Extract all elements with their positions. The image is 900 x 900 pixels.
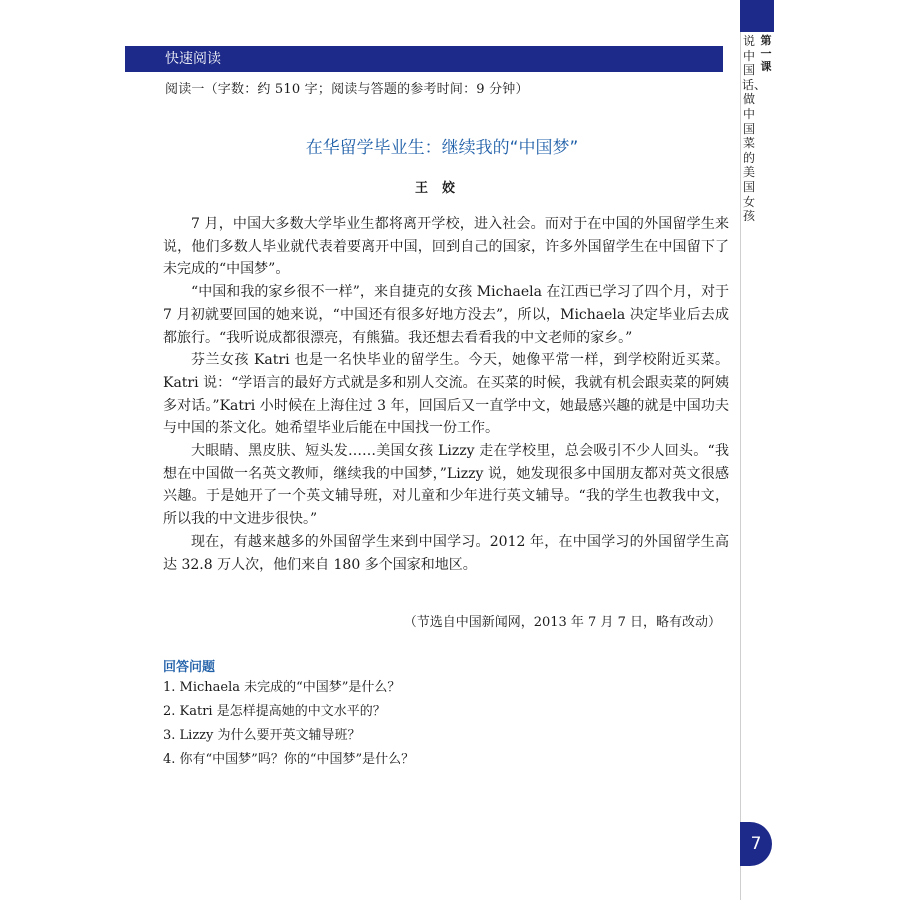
paragraph: 大眼睛、黑皮肤、短头发……美国女孩 Lizzy 走在学校里，总会吸引不少人回头。“我想在中国做一名英文教师，继续我的中国梦，”Lizzy 说，她发现很多中国朋友都对英文很感兴趣。于是她开了一个英文辅导班，对儿童和少年进行英文辅导。“我的学生也教我中文，所以我的中文进步很快。”: [163, 443, 729, 528]
section-header-label: 快速阅读: [165, 51, 221, 67]
article-title: 在华留学毕业生：继续我的“中国梦”: [305, 138, 579, 158]
chapter-tab: [740, 0, 774, 32]
reading-info: 阅读一（字数：约 510 字；阅读与答题的参考时间：9 分钟）: [165, 82, 529, 97]
section-header-bar: [125, 46, 723, 72]
question-item: 4. 你有“中国梦”吗？你的“中国梦”是什么？: [163, 752, 415, 767]
lesson-title-vertical: 说中国话、做中国菜的美国女孩: [742, 34, 767, 224]
article-author: 王姣: [414, 181, 469, 196]
questions-list: [163, 676, 414, 772]
questions-title: 回答问题: [163, 660, 216, 675]
paragraph: 7 月，中国大多数大学毕业生都将离开学校，进入社会。而对于在中国的外国留学生来说，他们多数人毕业就代表着要离开中国，回到自己的国家，许多外国留学生在中国留下了未完成的“中国梦”。: [163, 216, 729, 278]
paragraph: 芬兰女孩 Katri 也是一名快毕业的留学生。今天，她像平常一样，到学校附近买菜。Katri 说：“学语言的最好方式就是多和别人交流。在买菜的时候，我就有机会跟卖菜的阿姨多对话。”Katri 小时候在上海住过 3 年，回国后又一直学中文，她最感兴趣的就是中国功夫与中国的茶文化。她希望毕业后能在中国找一份工作。: [163, 352, 729, 437]
lesson-label: 第一课: [760, 34, 772, 73]
question-item: 2. Katri 是怎样提高她的中文水平的？: [163, 704, 386, 719]
question-item: 3. Lizzy 为什么要开英文辅导班？: [163, 728, 361, 743]
paragraph: 现在，有越来越多的外国留学生来到中国学习。2012 年，在中国学习的外国留学生高达 32.8 万人次，他们来自 180 多个国家和地区。: [163, 533, 729, 573]
article-source: （节选自中国新闻网，2013 年 7 月 7 日，略有改动）: [403, 615, 721, 630]
article-body: [163, 213, 729, 576]
paragraph: “中国和我的家乡很不一样”，来自捷克的女孩 Michaela 在江西已学习了四个月，对于 7 月初就要回国的她来说，“中国还有很多好地方没去”，所以，Michaela 决定毕业后去成都旅行。“我听说成都很漂亮，有熊猫。我还想去看看我的中文老师的家乡。”: [163, 284, 729, 346]
page-number: 7: [740, 822, 772, 866]
question-item: 1. Michaela 未完成的“中国梦”是什么？: [163, 680, 401, 695]
